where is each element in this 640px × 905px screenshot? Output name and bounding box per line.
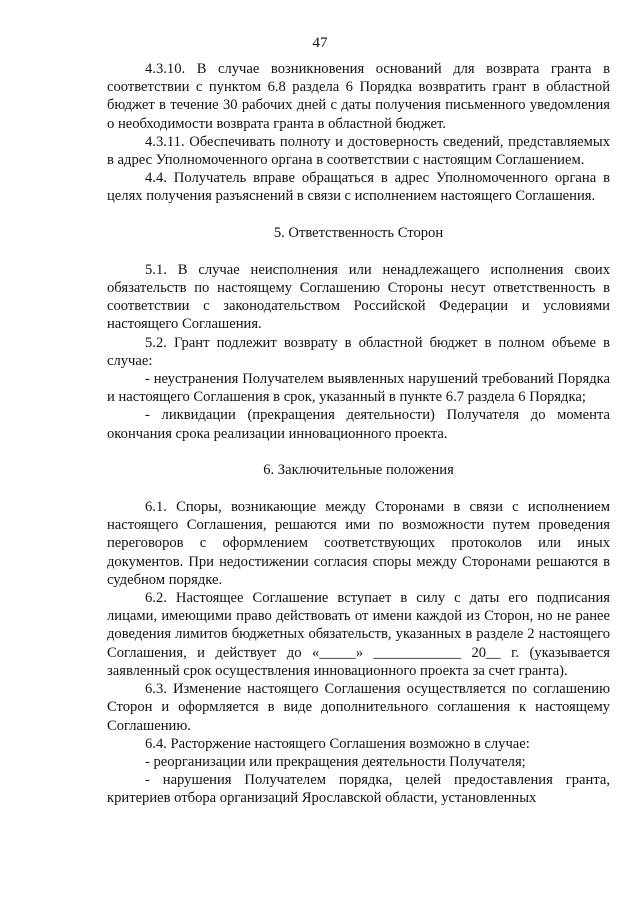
paragraph-6-3: 6.3. Изменение настоящего Соглашения осуществляется по соглашению Сторон и оформляется в виде дополнительного соглашения к настоящему Соглашению.: [107, 681, 610, 734]
paragraph-6-4: 6.4. Расторжение настоящего Соглашения возможно в случае:: [145, 735, 530, 752]
document-body: [107, 60, 610, 808]
paragraph-6-1: 6.1. Споры, возникающие между Сторонами в связи с исполнением настоящего Соглашения, решаются ими по возможности путем проведения переговоров с оформлением соответствующих протоколов или иных документов. При недостижении согласия споры между Сторонами решаются в судебном порядке.: [107, 499, 610, 588]
section-heading-5: 5. Ответственность Сторон: [273, 224, 444, 241]
paragraph-4-3-10: 4.3.10. В случае возникновения оснований для возврата гранта в соответствии с пунктом 6.8 раздела 6 Порядка возвратить грант в областной бюджет в течение 30 рабочих дней с даты получения письменного уведомления о необходимости возврата гранта в областной бюджет.: [107, 61, 610, 132]
list-item-5-2-a: - неустранения Получателем выявленных нарушений требований Порядка и настоящего Соглашения в срок, указанный в пункте 6.7 раздела 6 Порядка;: [107, 371, 610, 406]
list-item-6-4-b: - нарушения Получателем порядка, целей предоставления гранта, критериев отбора организаций Ярославской области, установленных: [107, 772, 610, 807]
paragraph-5-1: 5.1. В случае неисполнения или ненадлежащего исполнения своих обязательств по настоящему Соглашению Стороны несут ответственность в соответствии с законодательством Российской Федерации и условиями настоящего Соглашения.: [107, 261, 610, 333]
list-item-5-2-b: - ликвидации (прекращения деятельности) Получателя до момента окончания срока реализации инновационного проекта.: [107, 407, 610, 442]
paragraph-4-3-11: 4.3.11. Обеспечивать полноту и достоверность сведений, представляемых в адрес Уполномоченного органа в соответствии с настоящим Соглашением.: [107, 133, 610, 169]
paragraph-4-4: 4.4. Получатель вправе обращаться в адрес Уполномоченного органа в целях получения разъяснений в связи с исполнением настоящего Соглашения.: [107, 170, 610, 205]
list-item-6-4-a: - реорганизации или прекращения деятельности Получателя;: [145, 753, 526, 770]
paragraph-5-2: 5.2. Грант подлежит возврату в областной бюджет в полном объеме в случае:: [107, 334, 610, 369]
page-number: 47: [312, 35, 328, 51]
section-heading-6: 6. Заключительные положения: [263, 461, 454, 478]
paragraph-6-2: 6.2. Настоящее Соглашение вступает в силу с даты его подписания лицами, имеющими право действовать от имени каждой из Сторон, но не ранее доведения лимитов бюджетных обязательств, указанных в разделе 2 настоящего Соглашения, и действует до «_____» ____________ 20__ г. (указывается заявленный срок осуществления инновационного проекта за счет гранта).: [107, 590, 610, 679]
